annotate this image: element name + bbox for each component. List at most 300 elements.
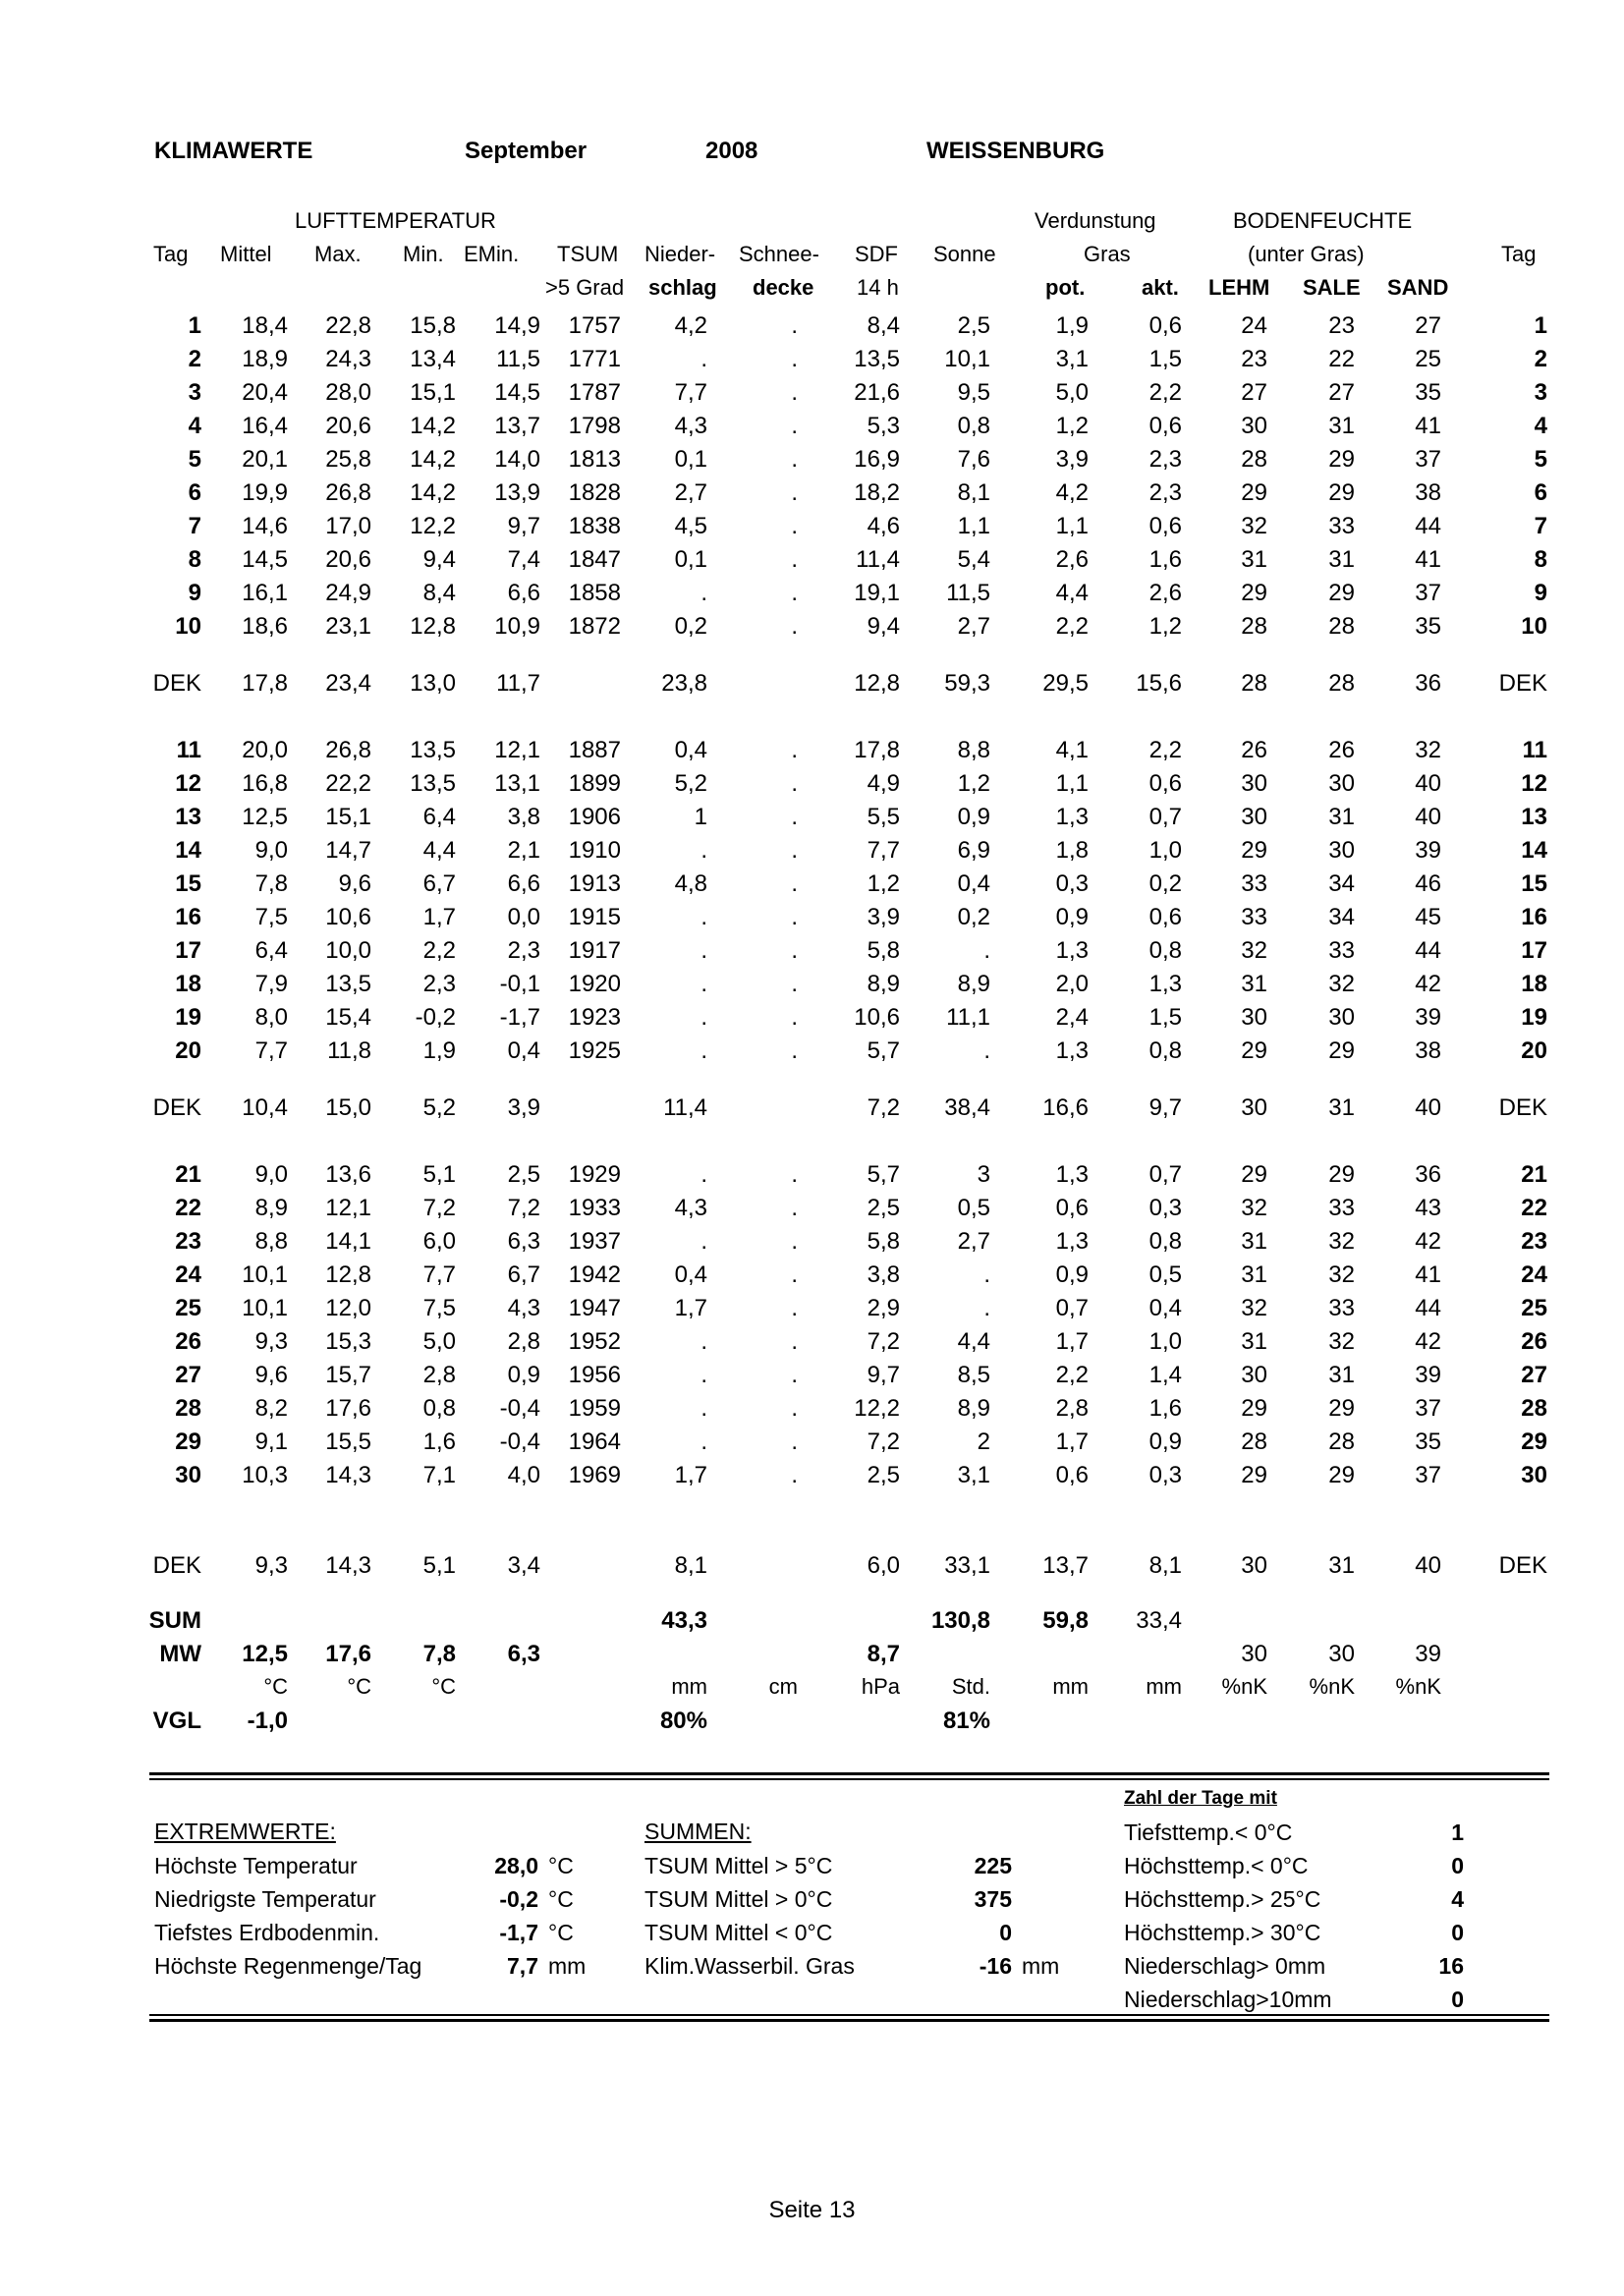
sums-label: Klim.Wasserbil. Gras [644,1953,855,1979]
cell-tag-right: 20 [1521,1037,1547,1064]
cell-emin: 4,3 [507,1295,540,1321]
cell-niederschlag: . [700,1328,707,1355]
cell-mittel: 18,9 [242,346,288,372]
cell-tag: 21 [175,1161,201,1188]
summary-vgl-sonne: 81% [942,1708,990,1734]
summary-mw-sale: 30 [1328,1641,1355,1667]
header-sdf: SDF [855,242,898,266]
cell-tag: 23 [175,1228,201,1255]
cell-verd-pot: 2,0 [1055,971,1089,997]
cell-sale: 33 [1328,1195,1355,1221]
cell-sand: 37 [1415,580,1441,606]
cell-schneedecke: . [791,346,798,372]
cell-lehm: 32 [1241,513,1267,539]
cell-tag-right: DEK [1498,1094,1547,1121]
cell-verd-akt: 0,8 [1148,1037,1182,1064]
cell-sonne: 8,5 [957,1362,990,1388]
cell-min: 13,5 [410,737,456,763]
cell-lehm: 28 [1241,670,1267,697]
cell-sonne: 10,1 [944,346,990,372]
cell-verd-akt: 1,0 [1148,1328,1182,1355]
cell-verd-akt: 0,3 [1148,1462,1182,1488]
cell-max: 14,3 [325,1552,371,1579]
cell-sonne: 38,4 [944,1094,990,1121]
extremes-label: Tiefstes Erdbodenmin. [154,1920,380,1945]
cell-schneedecke: . [791,1037,798,1064]
summary-units-sonne: Std. [951,1674,990,1699]
sums-unit: mm [1022,1953,1060,1979]
cell-tag: 14 [175,837,201,864]
cell-verd-akt: 1,0 [1148,837,1182,864]
cell-tsum: 1913 [568,870,621,897]
cell-tag-right: 1 [1534,312,1547,339]
cell-schneedecke: . [791,580,798,606]
cell-schneedecke: . [791,1395,798,1422]
cell-sdf: 5,8 [867,937,900,964]
cell-verd-pot: 2,2 [1055,613,1089,640]
cell-verd-pot: 1,8 [1055,837,1089,864]
cell-niederschlag: 23,8 [661,670,707,697]
cell-sand: 41 [1415,1261,1441,1288]
cell-niederschlag: 0,4 [674,1261,707,1288]
cell-sdf: 7,7 [867,837,900,864]
cell-sand: 36 [1415,1161,1441,1188]
cell-schneedecke: . [791,870,798,897]
cell-schneedecke: . [791,413,798,439]
header-mittel: Mittel [220,242,272,266]
cell-min: 4,4 [422,837,456,864]
cell-tag: 24 [175,1261,201,1288]
cell-tsum: 1899 [568,770,621,797]
header-lehm: LEHM [1208,275,1270,300]
cell-tag: 9 [188,580,201,606]
cell-max: 11,8 [327,1037,371,1064]
cell-tag: 12 [175,770,201,797]
cell-max: 14,3 [325,1462,371,1488]
cell-mittel: 16,1 [242,580,288,606]
cell-niederschlag: 2,7 [674,479,707,506]
cell-sdf: 9,4 [867,613,900,640]
cell-sdf: 8,4 [867,312,900,339]
cell-tsum: 1813 [568,446,621,473]
cell-verd-akt: 0,6 [1148,312,1182,339]
cell-tag: 2 [188,346,201,372]
cell-lehm: 29 [1241,1037,1267,1064]
cell-mittel: 17,8 [242,670,288,697]
cell-min: 13,0 [410,670,456,697]
summary-units-verd-pot: mm [1052,1674,1089,1699]
cell-max: 12,1 [325,1195,371,1221]
header-min: Min. [403,242,444,266]
cell-min: 1,7 [422,904,456,930]
cell-mittel: 7,5 [254,904,288,930]
cell-sonne: 0,4 [957,870,990,897]
cell-sonne: . [983,1295,990,1321]
cell-verd-akt: 0,2 [1148,870,1182,897]
cell-lehm: 29 [1241,479,1267,506]
cell-niederschlag: . [700,1395,707,1422]
cell-tag-right: 10 [1521,613,1547,640]
cell-verd-pot: 0,6 [1055,1195,1089,1221]
cell-tag: 16 [175,904,201,930]
cell-niederschlag: . [700,1161,707,1188]
cell-mittel: 10,3 [242,1462,288,1488]
cell-tag: 1 [188,312,201,339]
header-sand: SAND [1387,275,1449,300]
sums-value: 0 [999,1920,1012,1945]
summary-vgl-mittel: -1,0 [247,1708,288,1734]
cell-tsum: 1838 [568,513,621,539]
cell-sonne: 7,6 [957,446,990,473]
cell-min: 5,1 [422,1161,456,1188]
summary-units-min: °C [431,1674,456,1699]
cell-verd-pot: 1,3 [1055,1037,1089,1064]
cell-niederschlag: 4,5 [674,513,707,539]
cell-emin: 12,1 [494,737,540,763]
cell-niederschlag: . [700,1362,707,1388]
cell-verd-pot: 3,9 [1055,446,1089,473]
cell-verd-akt: 2,6 [1148,580,1182,606]
cell-tag: 5 [188,446,201,473]
cell-tag-right: 25 [1521,1295,1547,1321]
cell-min: 7,5 [422,1295,456,1321]
cell-sonne: . [983,937,990,964]
cell-sale: 29 [1328,580,1355,606]
cell-tag-right: 17 [1521,937,1547,964]
cell-lehm: 23 [1241,346,1267,372]
extremes-label: Höchste Temperatur [154,1853,358,1878]
cell-verd-akt: 1,3 [1148,971,1182,997]
cell-emin: 7,4 [507,546,540,573]
cell-verd-pot: 3,1 [1055,346,1089,372]
header-nieder: Nieder- [644,242,716,266]
cell-emin: 2,3 [507,937,540,964]
cell-sdf: 2,9 [867,1295,900,1321]
cell-sale: 32 [1328,1261,1355,1288]
summary-units-lehm: %nK [1221,1674,1267,1699]
cell-verd-akt: 0,6 [1148,513,1182,539]
cell-tag-right: 9 [1534,580,1547,606]
cell-tag-right: 5 [1534,446,1547,473]
cell-min: 12,2 [410,513,456,539]
header-schnee-sub: decke [753,275,814,300]
cell-tag: 29 [175,1428,201,1455]
cell-max: 24,9 [325,580,371,606]
cell-sdf: 11,4 [856,546,900,573]
cell-schneedecke: . [791,1161,798,1188]
cell-sdf: 7,2 [867,1094,900,1121]
cell-tag: 25 [175,1295,201,1321]
cell-schneedecke: . [791,312,798,339]
cell-verd-akt: 0,3 [1148,1195,1182,1221]
cell-tag-right: 22 [1521,1195,1547,1221]
cell-min: 7,7 [422,1261,456,1288]
cell-schneedecke: . [791,479,798,506]
cell-sdf: 3,9 [867,904,900,930]
cell-min: 9,4 [422,546,456,573]
cell-tag: 20 [175,1037,201,1064]
header-unter-gras: (unter Gras) [1248,242,1365,266]
cell-sale: 34 [1328,870,1355,897]
cell-max: 20,6 [325,546,371,573]
extremes-unit: mm [548,1953,587,1979]
cell-sdf: 5,8 [867,1228,900,1255]
cell-schneedecke: . [791,546,798,573]
summary-mw-tag: MW [159,1641,201,1667]
cell-niederschlag: 5,2 [674,770,707,797]
cell-min: 2,2 [422,937,456,964]
cell-verd-pot: 4,2 [1055,479,1089,506]
cell-niederschlag: . [700,1004,707,1031]
cell-max: 9,6 [338,870,371,897]
summary-mw-sdf: 8,7 [867,1641,900,1667]
cell-sand: 41 [1415,546,1441,573]
header-max: Max. [314,242,362,266]
cell-tsum: 1959 [568,1395,621,1422]
cell-tsum: 1942 [568,1261,621,1288]
header-sonne: Sonne [933,242,996,266]
cell-schneedecke: . [791,1295,798,1321]
cell-tag: 28 [175,1395,201,1422]
cell-verd-akt: 0,6 [1148,770,1182,797]
cell-verd-akt: 0,8 [1148,937,1182,964]
cell-tag-right: 27 [1521,1362,1547,1388]
cell-sale: 34 [1328,904,1355,930]
cell-tsum: 1947 [568,1295,621,1321]
title-month: September [465,138,588,164]
cell-max: 15,4 [325,1004,371,1031]
cell-verd-pot: 1,3 [1055,1228,1089,1255]
cell-sand: 35 [1415,613,1441,640]
cell-sdf: 1,2 [867,870,900,897]
cell-mittel: 16,8 [242,770,288,797]
header-schnee: Schnee- [739,242,819,266]
header-tsum: TSUM [557,242,619,266]
header-tag-right: Tag [1501,242,1537,266]
cell-min: 1,9 [422,1037,456,1064]
cell-max: 15,5 [325,1428,371,1455]
cell-verd-akt: 2,2 [1148,379,1182,406]
cell-tsum: 1906 [568,804,621,830]
cell-tag-right: 6 [1534,479,1547,506]
cell-sand: 35 [1415,1428,1441,1455]
cell-verd-akt: 1,5 [1148,346,1182,372]
cell-lehm: 24 [1241,312,1267,339]
days-label: Tiefsttemp.< 0°C [1124,1820,1293,1845]
cell-emin: 6,3 [507,1228,540,1255]
cell-niederschlag: . [700,346,707,372]
cell-sonne: 8,9 [957,971,990,997]
cell-niederschlag: 4,3 [674,413,707,439]
cell-sonne: 5,4 [957,546,990,573]
cell-verd-pot: 1,7 [1055,1328,1089,1355]
cell-verd-akt: 0,7 [1148,1161,1182,1188]
cell-max: 26,8 [325,737,371,763]
cell-min: 14,2 [410,479,456,506]
summary-units-niederschlag: mm [671,1674,707,1699]
cell-sonne: 3,1 [957,1462,990,1488]
cell-emin: 0,9 [507,1362,540,1388]
cell-verd-akt: 0,5 [1148,1261,1182,1288]
cell-tsum: 1858 [568,580,621,606]
cell-sdf: 3,8 [867,1261,900,1288]
cell-verd-akt: 0,4 [1148,1295,1182,1321]
cell-sand: 46 [1415,870,1441,897]
cell-niederschlag: . [700,580,707,606]
cell-mittel: 8,2 [254,1395,288,1422]
cell-mittel: 18,6 [242,613,288,640]
cell-min: 2,3 [422,971,456,997]
cell-sale: 31 [1328,1362,1355,1388]
cell-verd-akt: 0,7 [1148,804,1182,830]
cell-sand: 40 [1415,804,1441,830]
cell-lehm: 33 [1241,870,1267,897]
cell-niederschlag: 4,2 [674,312,707,339]
cell-sdf: 6,0 [867,1552,900,1579]
days-label: Höchsttemp.< 0°C [1124,1853,1309,1878]
cell-verd-akt: 2,3 [1148,479,1182,506]
cell-mittel: 7,9 [254,971,288,997]
header-group-verdunstung: Verdunstung [1035,208,1156,233]
page-number: Seite 13 [768,2197,856,2223]
cell-sonne: 6,9 [957,837,990,864]
header-sdf-sub: 14 h [857,275,899,300]
cell-tag: DEK [152,1552,201,1579]
cell-sand: 39 [1415,1362,1441,1388]
cell-tag: 13 [175,804,201,830]
cell-lehm: 28 [1241,613,1267,640]
cell-max: 17,0 [325,513,371,539]
cell-verd-akt: 9,7 [1148,1094,1182,1121]
cell-mittel: 10,1 [242,1295,288,1321]
cell-tag: 30 [175,1462,201,1488]
cell-lehm: 28 [1241,1428,1267,1455]
cell-sand: 42 [1415,1328,1441,1355]
cell-sand: 35 [1415,379,1441,406]
cell-min: 6,4 [422,804,456,830]
summary-sum-tag: SUM [148,1607,201,1634]
cell-tsum: 1887 [568,737,621,763]
days-value: 0 [1451,1987,1464,2012]
cell-max: 14,1 [325,1228,371,1255]
sums-value: 225 [974,1853,1012,1878]
cell-tsum: 1956 [568,1362,621,1388]
cell-sdf: 8,9 [867,971,900,997]
summary-mw-mittel: 12,5 [242,1641,288,1667]
cell-tag-right: 7 [1534,513,1547,539]
cell-tag-right: 16 [1521,904,1547,930]
days-value: 0 [1451,1920,1464,1945]
cell-sand: 37 [1415,1462,1441,1488]
cell-max: 10,0 [325,937,371,964]
cell-emin: -1,7 [499,1004,540,1031]
cell-lehm: 30 [1241,770,1267,797]
cell-schneedecke: . [791,446,798,473]
cell-sdf: 7,2 [867,1428,900,1455]
cell-niederschlag: . [700,837,707,864]
header-nieder-sub: schlag [648,275,717,300]
cell-sdf: 9,7 [867,1362,900,1388]
cell-emin: 7,2 [507,1195,540,1221]
cell-sale: 29 [1328,1395,1355,1422]
cell-schneedecke: . [791,837,798,864]
sums-label: TSUM Mittel > 5°C [644,1853,833,1878]
cell-mittel: 20,0 [242,737,288,763]
cell-sonne: 33,1 [944,1552,990,1579]
cell-emin: -0,1 [499,971,540,997]
cell-sonne: 4,4 [957,1328,990,1355]
summary-sum-niederschlag: 43,3 [661,1607,707,1634]
summary-units-sale: %nK [1309,1674,1355,1699]
cell-sale: 32 [1328,1228,1355,1255]
extremes-unit: °C [548,1886,574,1912]
cell-tag-right: 18 [1521,971,1547,997]
cell-emin: 3,4 [507,1552,540,1579]
cell-min: 7,1 [422,1462,456,1488]
cell-sale: 23 [1328,312,1355,339]
cell-schneedecke: . [791,1195,798,1221]
cell-sand: 40 [1415,1094,1441,1121]
cell-sand: 39 [1415,1004,1441,1031]
cell-niederschlag: 8,1 [674,1552,707,1579]
cell-mittel: 12,5 [242,804,288,830]
cell-sale: 22 [1328,346,1355,372]
cell-niederschlag: 4,8 [674,870,707,897]
cell-sonne: 59,3 [944,670,990,697]
cell-sale: 26 [1328,737,1355,763]
days-label: Höchsttemp.> 30°C [1124,1920,1321,1945]
cell-sand: 45 [1415,904,1441,930]
summary-units-schneedecke: cm [768,1674,798,1699]
days-label: Niederschlag>10mm [1124,1987,1332,2012]
cell-lehm: 29 [1241,1395,1267,1422]
cell-emin: 3,8 [507,804,540,830]
cell-sale: 29 [1328,1037,1355,1064]
cell-sale: 30 [1328,1004,1355,1031]
summary-mw-sand: 39 [1415,1641,1441,1667]
cell-niederschlag: . [700,1037,707,1064]
sums-value: 375 [974,1886,1012,1912]
cell-niederschlag: 0,4 [674,737,707,763]
cell-sale: 33 [1328,1295,1355,1321]
cell-tag-right: 13 [1521,804,1547,830]
cell-max: 20,6 [325,413,371,439]
cell-sonne: 11,1 [946,1004,990,1031]
cell-verd-akt: 8,1 [1148,1552,1182,1579]
cell-lehm: 28 [1241,446,1267,473]
cell-sonne: 2,5 [957,312,990,339]
cell-max: 23,1 [325,613,371,640]
cell-niederschlag: 7,7 [674,379,707,406]
summary-mw-min: 7,8 [422,1641,456,1667]
cell-sonne: 11,5 [946,580,990,606]
cell-max: 13,6 [325,1161,371,1188]
cell-mittel: 16,4 [242,413,288,439]
cell-mittel: 9,6 [254,1362,288,1388]
cell-sale: 31 [1328,1094,1355,1121]
extremes-value: 7,7 [507,1953,538,1979]
cell-tsum: 1952 [568,1328,621,1355]
cell-mittel: 8,8 [254,1228,288,1255]
cell-lehm: 26 [1241,737,1267,763]
cell-tag: 10 [175,613,201,640]
cell-schneedecke: . [791,1462,798,1488]
cell-min: 14,2 [410,446,456,473]
cell-sale: 33 [1328,937,1355,964]
cell-mittel: 20,1 [242,446,288,473]
cell-sale: 27 [1328,379,1355,406]
cell-schneedecke: . [791,1362,798,1388]
